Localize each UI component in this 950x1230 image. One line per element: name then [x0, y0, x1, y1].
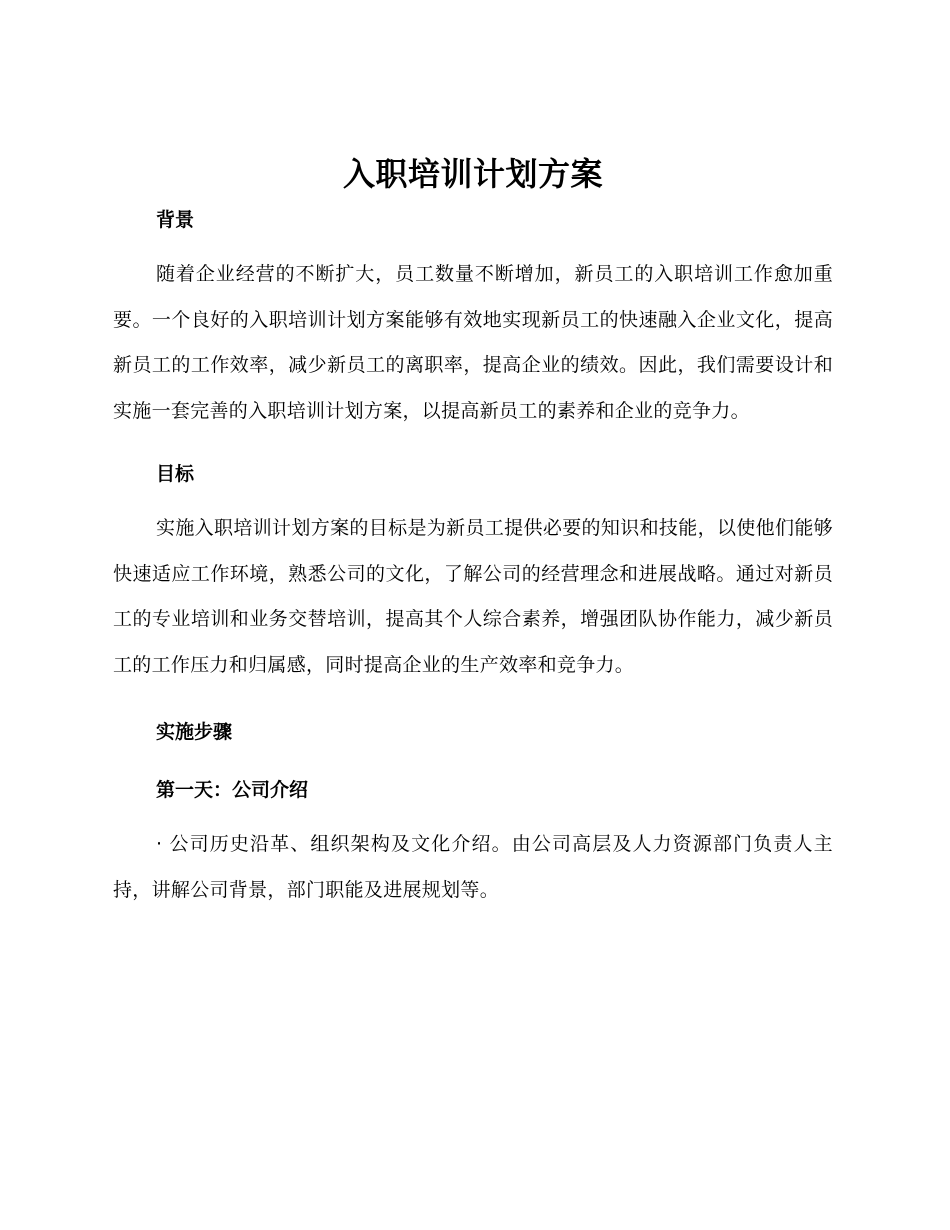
section-heading-steps: 实施步骤 [156, 721, 233, 743]
section-heading-goal: 目标 [156, 463, 195, 485]
section-heading-background: 背景 [156, 209, 195, 231]
paragraph-background: 随着企业经营的不断扩大，员工数量不断增加，新员工的入职培训工作愈加重要。一个良好的入职培训计划方案能够有效地实现新员工的快速融入企业文化，提高新员工的工作效率，减少新员工的离职率，提高企业的绩效。因此，我们需要设计和实施一套完善的入职培训计划方案，以提高新员工的素养和企业的竞争力。 [113, 263, 833, 422]
paragraph-goal: 实施入职培训计划方案的目标是为新员工提供必要的知识和技能，以使他们能够快速适应工作环境，熟悉公司的文化，了解公司的经营理念和进展战略。通过对新员工的专业培训和业务交替培训，提高其个人综合素养，增强团队协作能力，减少新员工的工作压力和归属感，同时提高企业的生产效率和竞争力。 [113, 517, 833, 676]
bullet-day1-company-intro: · 公司历史沿革、组织架构及文化介绍。由公司高层及人力资源部门负责人主持，讲解公司背景，部门职能及进展规划等。 [113, 833, 833, 901]
document-body [113, 148, 833, 913]
subsection-heading-day1: 第一天：公司介绍 [156, 779, 309, 801]
document-title: 入职培训计划方案 [342, 155, 603, 193]
